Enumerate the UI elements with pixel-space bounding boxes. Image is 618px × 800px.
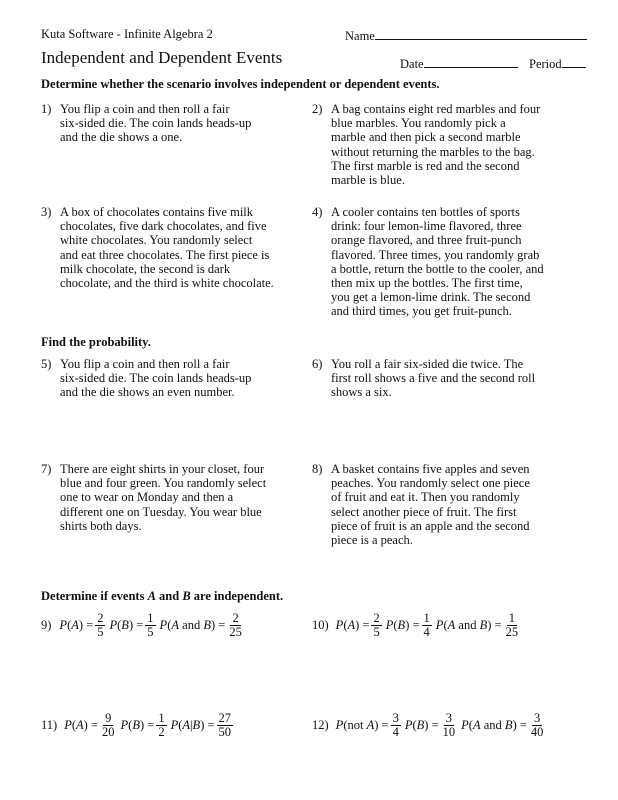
probability-label: P(B) =: [385, 618, 420, 632]
text-line: one to wear on Monday and then a: [60, 490, 234, 505]
text-line: blue marbles. You randomly pick a: [331, 116, 506, 131]
event-a-symbol: A: [147, 589, 156, 603]
problem-number: 7): [41, 462, 52, 476]
probability-label: P(A) =: [59, 618, 94, 632]
problem-3: [41, 205, 306, 290]
problem-text: [60, 102, 301, 145]
problem-text: [331, 102, 592, 187]
period-field[interactable]: [529, 55, 586, 72]
text-line: blue and four green. You randomly select: [60, 476, 267, 491]
problem-number: 3): [41, 205, 52, 219]
problem-number: 8): [312, 462, 323, 476]
problem-5: [41, 357, 301, 400]
problem-11: [41, 712, 237, 739]
problem-4: [312, 205, 597, 319]
problem-2: [312, 102, 592, 187]
denominator: 20: [102, 725, 115, 739]
denominator: 2: [158, 725, 165, 739]
numerator: 3: [534, 711, 541, 725]
name-label: Name: [345, 29, 375, 43]
numerator: 2: [97, 611, 104, 625]
text-line: shows a six.: [331, 385, 392, 400]
denominator: 4: [423, 625, 430, 639]
problem-10: [312, 612, 524, 639]
probability-label: P(B) =: [404, 718, 439, 732]
text-line: chocolate, and the third is white chocolate.: [60, 276, 274, 291]
worksheet-title: Independent and Dependent Events: [41, 48, 283, 67]
problem-9: [41, 612, 248, 639]
fraction: [100, 712, 117, 739]
problem-number: 1): [41, 102, 52, 116]
numerator: 1: [147, 611, 154, 625]
numerator: 1: [158, 711, 165, 725]
problem-text: [331, 205, 597, 319]
fraction: [441, 712, 458, 739]
text-line: You roll a fair six-sided die twice. The: [331, 357, 524, 371]
probability-label: P(A|B) =: [170, 718, 215, 732]
problem-12: [312, 712, 549, 739]
period-blank[interactable]: [562, 55, 586, 68]
text-line: A basket contains five apples and seven: [331, 462, 530, 476]
denominator: 10: [442, 725, 456, 739]
text-line: piece of fruit is an apple and the second: [331, 518, 530, 533]
date-field[interactable]: [400, 55, 518, 72]
text-line: You flip a coin and then roll a fair: [60, 357, 230, 371]
numerator: 3: [392, 711, 399, 725]
text-line: you get a lemon-lime drink. The second: [331, 290, 531, 305]
denominator: 25: [505, 625, 519, 639]
text-line: then mix up the bottles. The first time,: [331, 276, 523, 291]
problem-text: [60, 462, 301, 533]
denominator: 4: [392, 725, 399, 739]
text-line: select another piece of fruit. The first: [331, 504, 517, 519]
numerator: 3: [445, 711, 453, 725]
date-label: Date: [400, 57, 424, 71]
text-line: and the die shows an even number.: [60, 385, 235, 400]
instruction-text: and: [155, 589, 183, 603]
section-2-instruction: Find the probability.: [41, 335, 151, 349]
text-line: and the die shows a one.: [60, 130, 183, 145]
name-blank[interactable]: [375, 27, 587, 40]
fraction: [95, 612, 105, 639]
probability-label: P(A) =: [335, 618, 370, 632]
numerator: 2: [232, 611, 239, 625]
problem-number: 6): [312, 357, 323, 371]
probability-label: P(A and B) =: [435, 618, 502, 632]
section-3-instruction: [41, 589, 283, 604]
problem-number: 9): [41, 618, 52, 632]
fraction: [227, 612, 244, 639]
fraction: [156, 712, 166, 739]
problem-number: 12): [312, 718, 329, 732]
fraction: [391, 712, 401, 739]
text-line: shirts both days.: [60, 518, 142, 533]
problem-number: 11): [41, 718, 58, 732]
text-line: You flip a coin and then roll a fair: [60, 102, 230, 116]
text-line: of fruit and eat it. Then you randomly: [331, 490, 520, 505]
text-line: A bag contains eight red marbles and four: [331, 102, 541, 116]
denominator: 40: [530, 725, 544, 739]
fraction: [529, 712, 546, 739]
fraction: [504, 612, 521, 639]
text-line: without returning the marbles to the bag.: [331, 144, 535, 159]
denominator: 5: [373, 625, 380, 639]
probability-label: P(A and B) =: [159, 618, 226, 632]
numerator: 9: [105, 711, 112, 725]
name-field[interactable]: [345, 27, 587, 44]
probability-label: P(A) =: [64, 718, 99, 732]
text-line: drink: four lemon-lime flavored, three: [331, 219, 522, 234]
numerator: 1: [423, 611, 430, 625]
text-line: A box of chocolates contains five milk: [60, 205, 254, 219]
text-line: peaches. You randomly select one piece: [331, 476, 530, 491]
denominator: 5: [97, 625, 104, 639]
text-line: first roll shows a five and the second roll: [331, 371, 536, 386]
date-blank[interactable]: [424, 55, 518, 68]
instruction-text: Determine if events: [41, 589, 148, 603]
section-1-instruction: Determine whether the scenario involves independent or dependent events.: [41, 77, 440, 91]
numerator: 1: [508, 611, 515, 625]
instruction-text: are independent.: [190, 589, 284, 603]
text-line: There are eight shirts in your closet, four: [60, 462, 265, 476]
text-line: and eat three chocolates. The first piece is: [60, 247, 270, 262]
denominator: 5: [147, 625, 154, 639]
problem-6: [312, 357, 597, 400]
problem-number: 2): [312, 102, 323, 116]
text-line: orange flavored, and three fruit-punch: [331, 233, 522, 248]
probability-label: P(not A) =: [335, 718, 389, 732]
text-line: different one on Tuesday. You wear blue: [60, 504, 262, 519]
problem-number: 5): [41, 357, 52, 371]
text-line: piece is a peach.: [331, 533, 413, 548]
denominator: 50: [218, 725, 232, 739]
problem-text: [331, 357, 597, 400]
probability-label: P(B) =: [109, 618, 144, 632]
fraction: [371, 612, 381, 639]
problem-number: 10): [312, 618, 329, 632]
fraction: [422, 612, 432, 639]
problem-number: 4): [312, 205, 323, 219]
problem-7: [41, 462, 301, 533]
fraction: [217, 712, 234, 739]
publisher-label: Kuta Software - Infinite Algebra 2: [41, 27, 213, 41]
text-line: six-sided die. The coin lands heads-up: [60, 116, 252, 131]
text-line: and third times, you get fruit-punch.: [331, 304, 512, 319]
text-line: A cooler contains ten bottles of sports: [331, 205, 520, 219]
numerator: 27: [218, 711, 232, 725]
denominator: 25: [229, 625, 242, 639]
problem-text: [60, 205, 306, 290]
problem-text: [60, 357, 301, 400]
problem-text: [331, 462, 597, 547]
numerator: 2: [373, 611, 380, 625]
text-line: flavored. Three times, you randomly grab: [331, 247, 540, 262]
text-line: milk chocolate, the second is dark: [60, 261, 231, 276]
text-line: six-sided die. The coin lands heads-up: [60, 371, 252, 386]
text-line: a bottle, return the bottle to the cooler, and: [331, 261, 544, 276]
text-line: marble is blue.: [331, 173, 405, 188]
fraction: [145, 612, 155, 639]
event-b-symbol: B: [182, 589, 191, 603]
period-label: Period: [529, 57, 562, 71]
text-line: white chocolates. You randomly select: [60, 233, 253, 248]
probability-label: P(A and B) =: [461, 718, 527, 732]
probability-label: P(B) =: [120, 718, 155, 732]
text-line: The first marble is red and the second: [331, 158, 520, 173]
problem-1: [41, 102, 301, 145]
text-line: chocolates, five dark chocolates, and five: [60, 219, 267, 234]
problem-8: [312, 462, 597, 547]
text-line: marble and then pick a second marble: [331, 130, 521, 145]
